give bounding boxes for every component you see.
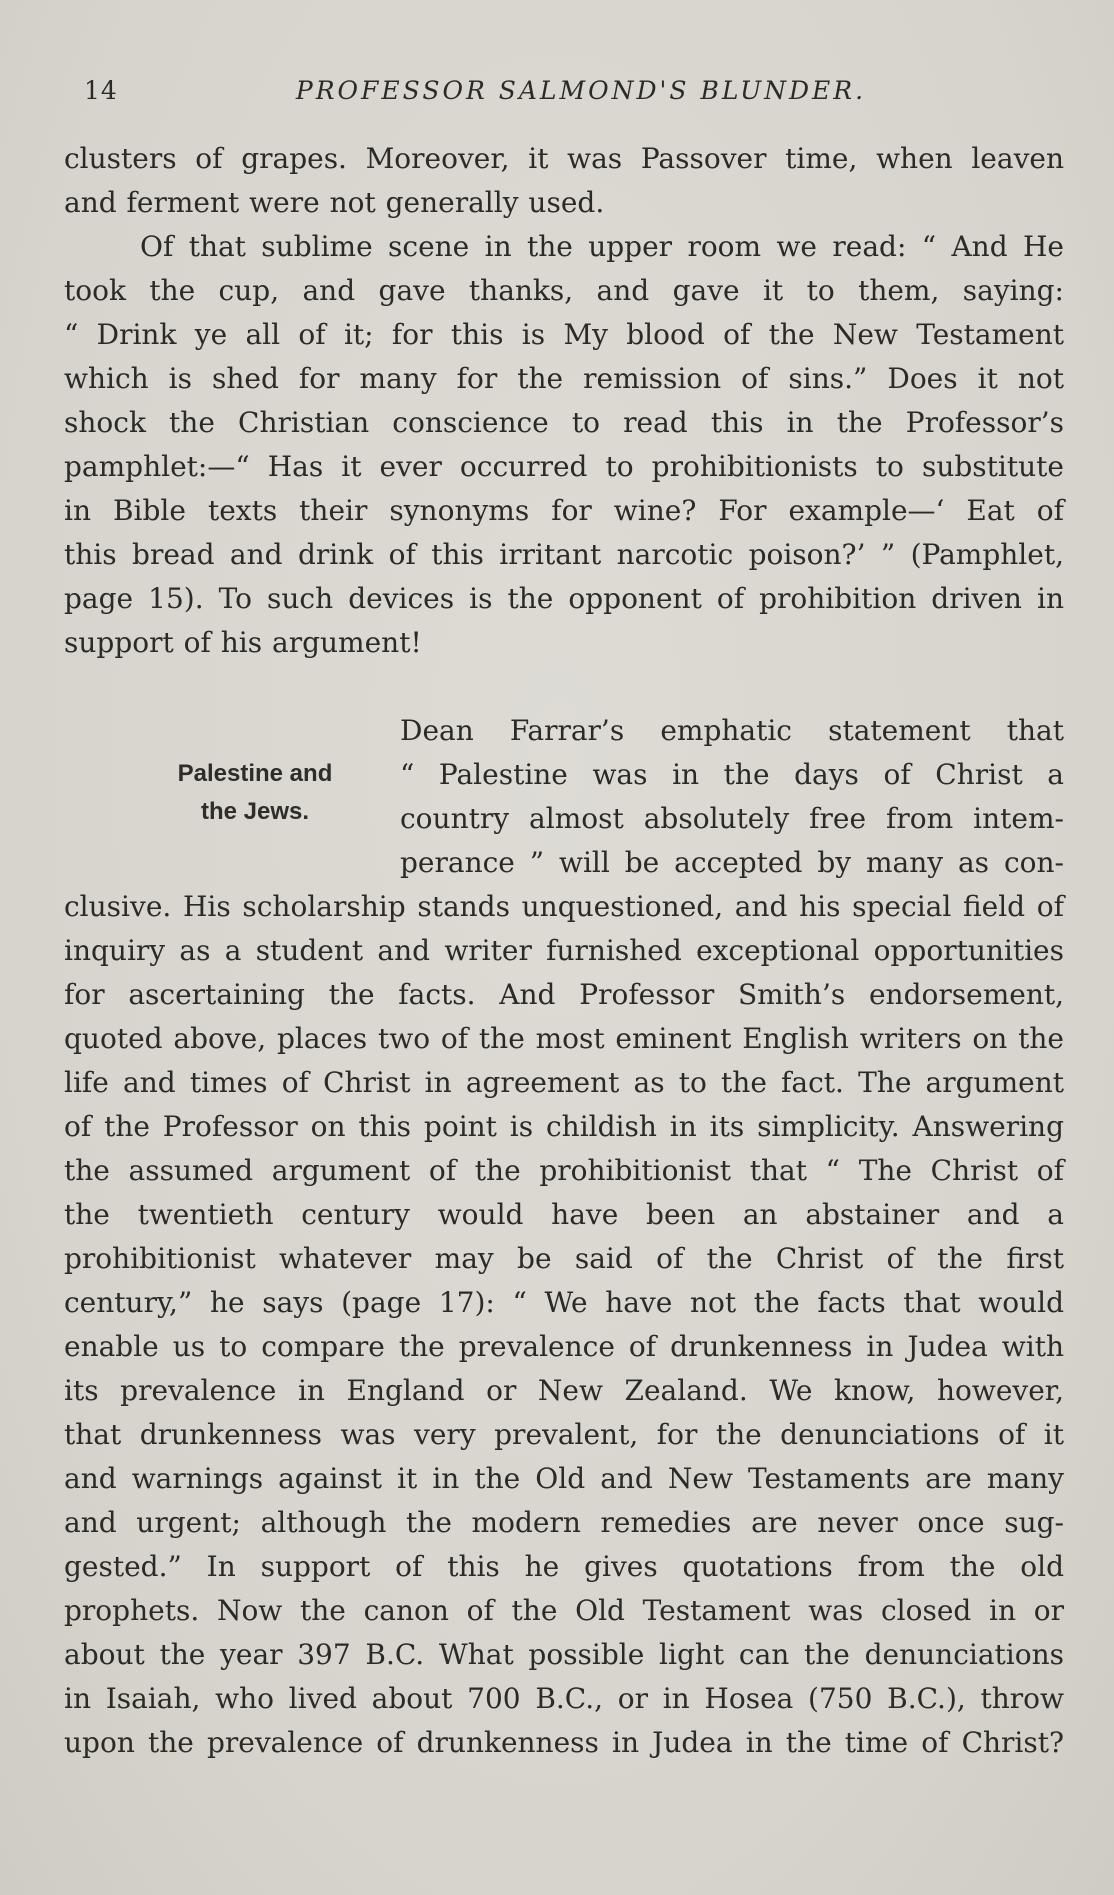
text-line: took the cup, and gave thanks, and gave it to them, saying: [64, 274, 1064, 307]
paragraph-2 [64, 225, 1064, 665]
text-line: and ferment were not generally used. [64, 186, 605, 219]
text-line: “ Drink ye all of it; for this is My blood of the New Testament [64, 318, 1064, 351]
sidenote-line: the Jews. [200, 798, 310, 825]
text-line: quoted above, places two of the most eminent English writers on the [64, 1022, 1064, 1055]
text-line: century,” he says (page 17): “ We have not the facts that would [64, 1286, 1064, 1319]
text-line: upon the prevalence of drunkenness in Judea in the time of Christ? [64, 1726, 1064, 1759]
running-title: PROFESSOR SALMOND'S BLUNDER. [295, 76, 867, 105]
text-line: prophets. Now the canon of the Old Testament was closed in or [64, 1594, 1064, 1627]
paragraph-3-opening [400, 709, 1064, 885]
sidenote-line: Palestine and [177, 760, 333, 787]
margin-sidenote [150, 755, 360, 831]
text-line: which is shed for many for the remission of sins.” Does it not [64, 362, 1064, 395]
text-line: perance ” will be accepted by many as con- [400, 846, 1064, 879]
text-line: and warnings against it in the Old and New Testaments are many [64, 1462, 1064, 1495]
text-line: in Bible texts their synonyms for wine? For example—‘ Eat of [64, 494, 1064, 527]
text-line: prohibitionist whatever may be said of the Christ of the first [64, 1242, 1064, 1275]
text-line: country almost absolutely free from intem- [400, 802, 1064, 835]
text-line: the twentieth century would have been an abstainer and a [64, 1198, 1064, 1231]
text-line: this bread and drink of this irritant narcotic poison?’ ” (Pamphlet, [64, 538, 1064, 571]
text-line: of the Professor on this point is childish in its simplicity. Answering [64, 1110, 1064, 1143]
text-line: page 15). To such devices is the opponent of prohibition driven in [64, 582, 1064, 615]
text-line: shock the Christian conscience to read this in the Professor’s [64, 406, 1064, 439]
text-line: clusters of grapes. Moreover, it was Passover time, when leaven [64, 142, 1064, 175]
text-line: in Isaiah, who lived about 700 B.C., or in Hosea (750 B.C.), throw [64, 1682, 1064, 1715]
text-line: clusive. His scholarship stands unquestioned, and his special field of [64, 890, 1064, 923]
text-line: life and times of Christ in agreement as to the fact. The argument [64, 1066, 1064, 1099]
text-line: and urgent; although the modern remedies are never once sug- [64, 1506, 1064, 1539]
text-line: about the year 397 B.C. What possible light can the denunciations [64, 1638, 1064, 1671]
text-line: gested.” In support of this he gives quotations from the old [64, 1550, 1064, 1583]
text-line: enable us to compare the prevalence of drunkenness in Judea with [64, 1330, 1064, 1363]
text-line: pamphlet:—“ Has it ever occurred to prohibitionists to substitute [64, 450, 1064, 483]
text-line: for ascertaining the facts. And Professor Smith’s endorsement, [64, 978, 1064, 1011]
text-line: that drunkenness was very prevalent, for the denunciations of it [64, 1418, 1064, 1451]
text-line: the assumed argument of the prohibitionist that “ The Christ of [64, 1154, 1064, 1187]
text-line: inquiry as a student and writer furnished exceptional opportunities [64, 934, 1064, 967]
text-line: its prevalence in England or New Zealand. We know, however, [64, 1374, 1064, 1407]
text-line: Dean Farrar’s emphatic statement that [400, 714, 1064, 747]
text-line: “ Palestine was in the days of Christ a [400, 758, 1064, 791]
page-number: 14 [84, 76, 118, 105]
paragraph-3 [64, 885, 1064, 1765]
text-line: support of his argument! [64, 626, 422, 659]
page-header [84, 76, 1068, 116]
paragraph-1 [64, 137, 1064, 225]
text-line: Of that sublime scene in the upper room we read: “ And He [140, 230, 1064, 263]
